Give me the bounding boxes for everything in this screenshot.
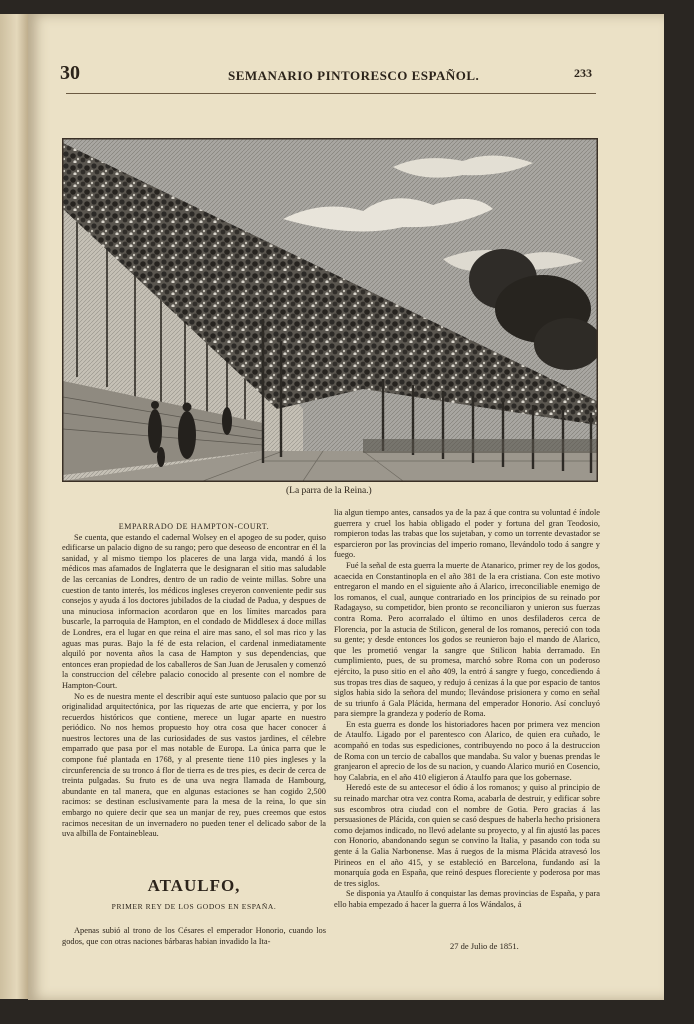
header-rule	[66, 93, 596, 94]
article-paragraph: Se cuenta, que estando el cadernal Wolsey en el apogeo de su poder, quiso edificarse un palacio digno de su rango; pero que deseoso de encontrar en él la sanidad, y al mismo tiempo los placeres de una larga vida, mandó á los médicos mas afamados de Inglaterra que le designaran el sitio mas saludable de las cercanias de Londres, dentro de un radio de veinte millas. Sobre una cuestion de tanto interés, los médicos ingleses creyeron conveniente pedir sus consejos y ayuda á los doctores jubilados de la ciudad de Padua, y despues de una minuciosa informacion acordaron que en los límites marcados para buscarle, la parroquia de Hampton, en el condado de Middlesex á doce millas de Londres, era el lugar en que reina el aire mas sano, el sol mas rico y las aguas mas puras. Bajo la fé de esta relacion, el cardenal inmediatamente alquiló por noventa años la casa de Hampton y sus dependencias, que entonces eran propiedad de los caballeros de San Juan de Jerusalen y comenzó la construccion del célebre palacio conocido al presente con el nombre de Hampton-Court.	[62, 532, 326, 690]
publication-title: SEMANARIO PINTORESCO ESPAÑOL.	[228, 68, 480, 83]
article-paragraph: Heredó este de su antecesor el ódio á los romanos; y quiso al principio de su reinado marchar otra vez contra Roma, acabarla de destruir, y edificar sobre sus escombros otra ciudad con el nombre de Gotia. Pero gracias á las persuasiones de Plácida, con quien se casó despues de haberla hecho prisionera como dejamos indicado, no llevó adelante su proyecto, y al fin ajustó las paces con Honorio, abandonando segun se convino la Italia, y pasando con toda su gente á la Galia Narbonense. Mas á ruegos de la misma Plácida atravesó los Pirineos en el año 415, y se estableció en Barcelona, fundando así la monarquía goda en España, que reinó despues floreciente y poderosa por mas de tres siglos.	[334, 783, 600, 888]
issue-number: 30	[60, 62, 80, 84]
article-paragraph: Se disponia ya Ataulfo á conquistar las demas provincias de España, y para ello habia empezado á hacer la guerra á los Wándalos, á	[334, 889, 600, 909]
facing-page-edge	[0, 14, 28, 999]
issue-date: 27 de Julio de 1851.	[450, 941, 519, 951]
ataulfo-title: ATAULFO,	[147, 876, 241, 895]
article-heading: EMPARRADO DE HAMPTON-COURT.	[118, 522, 270, 531]
article-paragraph: Fué la señal de esta guerra la muerte de Atanarico, primer rey de los godos, acaecida en Constantinopla en el año 381 de la era cristiana. Con este motivo entregaron el mando en el siguiente año á Alarico, irreconciliable enemigo de los romanos, el cual, aunque contrariado en los principios de su reinado por Radagayso, su competidor, bien pronto se reconciliaron y unieron sus fuerzas contra Roma. Pero acorralado el último en unos desfiladeros cerca de Florencia, por la astucia de Stilicon, general de los romanos, pereció con toda su gente; y desde entonces los godos se reunieron bajo el mando de Alarico, que les prometió vengar la sangre que Stilicon habia derramado. En cumplimiento, pues, de su promesa, marchó sobre Roma con un poderoso ejército, la puso sitio en el año 409, la entró á sangre y fuego, concediendo á sus tropas tres dias de saqueo, y redujo á cenizas á la que por espacio de tantos siglos habia sido la señora del mundo; llevándose prisionera y como en señal de su triunfo á Gala Plácida, hermana del emperador Honorio. Así concluyó para siempre la grandeza y poderío de Roma.	[334, 560, 600, 719]
illustration-caption: (La parra de la Reina.)	[286, 486, 372, 496]
vine-arbor-engraving	[63, 139, 597, 481]
article-hampton-court	[62, 522, 326, 840]
page-number: 233	[574, 66, 592, 80]
article-paragraph: En esta guerra es donde los historiadores hacen por primera vez mencion de Ataulfo. Ligado por el parentesco con Alarico, de quien era cuñado, le acompañó en todas sus espediciones, contribuyendo no poco á la destruccion de Roma con un tercio de caballos que mandaba. Su valor y buenas prendas le granjearon el aprecio de los de su nacion, y cuando Alarico murió en Cosencio, hoy Calabria, en el año 410 eligieron á Ataulfo para que los gobernase.	[334, 719, 600, 782]
article-ataulfo-continued	[334, 508, 600, 911]
ataulfo-subtitle: PRIMER REY DE LOS GODOS EN ESPAÑA.	[111, 902, 277, 911]
ataulfo-intro	[62, 926, 326, 947]
article-paragraph: No es de nuestra mente el describir aquí este suntuoso palacio que por su originalidad arquitectónica, por las riquezas de arte que encierra, y por los recuerdos históricos que contiene, merece un lugar aparte en nuestro periódico. No nos hemos propuesto hoy otra cosa que hacer conocer á nuestros lectores una de las curiosidades de sus vastos jardines, el célebre emparrado que pasa por el mas notable de Europa. La única parra que le compone fué plantada en 1768, y al presente tiene 110 pies ingleses y la circunferencia de su tronco á flor de tierra es de tres pies, es decir de cerca de treinta pulgadas. Su fruto es de una uva negra llamada de Hambourg, abundante en tal manera, que en algunas estaciones se han cogido 2,500 racimos: se destinan esclusivamente para la mesa de la reina, lo que sin embargo no quiere decir que sea un manjar de rey, pues creemos que estos racimos necesitan de un invernadero no pueden tener el delicado sabor de la uva albilla de Fontainebleau.	[62, 691, 326, 839]
engraving-illustration	[62, 138, 598, 482]
article-paragraph: Apenas subió al trono de los Césares el emperador Honorio, cuando los godos, que con otras naciones bárbaras habian invadido la Ita-	[62, 926, 326, 946]
page-header	[28, 62, 598, 84]
article-paragraph: lia algun tiempo antes, cansados ya de la paz á que contra su voluntad é índole guerrera y cruel los habia obligado el poder y fortuna del gran Teodosio, rompieron todas las trabas que los sujetaban, y como un torrente devastador se esparcieron por las provincias del imperio romano, llevándolo todo á sangre y fuego.	[334, 508, 600, 560]
